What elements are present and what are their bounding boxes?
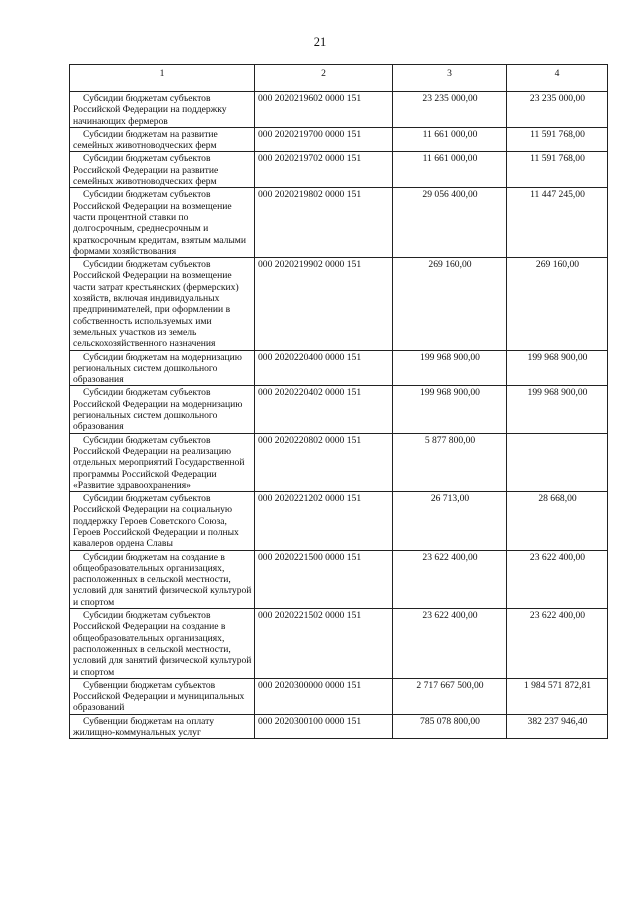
- table-row: [70, 127, 608, 152]
- row-value-col4-cell: 11 591 768,00: [507, 152, 608, 188]
- row-value-col3-cell: 785 078 800,00: [393, 714, 507, 739]
- column-header-2: 2: [255, 65, 393, 92]
- row-name-cell: Субсидии бюджетам субъектов Российской Федерации на социальную поддержку Героев Советского Союза, Героев Российской Федерации и полных кавалеров ордена Славы: [70, 492, 255, 550]
- row-value-col4-cell: [507, 433, 608, 491]
- table-row: [70, 152, 608, 188]
- row-value-col3-cell: 11 661 000,00: [393, 127, 507, 152]
- row-value-col4-cell: 1 984 571 872,81: [507, 678, 608, 714]
- row-value-col4-cell: 23 235 000,00: [507, 92, 608, 128]
- row-code-cell: 000 2020220802 0000 151: [255, 433, 393, 491]
- row-name-cell: Субсидии бюджетам субъектов Российской Федерации на реализацию отдельных мероприятий Государственной программы Российской Федерации «Развитие здравоохранения»: [70, 433, 255, 491]
- row-code-cell: 000 2020220400 0000 151: [255, 350, 393, 386]
- page-number: 21: [313, 35, 327, 49]
- row-value-col3-cell: 11 661 000,00: [393, 152, 507, 188]
- column-header-4: 4: [507, 65, 608, 92]
- row-value-col4-cell: 28 668,00: [507, 492, 608, 550]
- row-code-cell: 000 2020221500 0000 151: [255, 550, 393, 608]
- row-name-cell: Субвенции бюджетам на оплату жилищно-коммунальных услуг: [70, 714, 255, 739]
- row-name-cell: Субсидии бюджетам субъектов Российской Федерации на поддержку начинающих фермеров: [70, 92, 255, 128]
- row-value-col3-cell: 269 160,00: [393, 258, 507, 350]
- row-code-cell: 000 2020219602 0000 151: [255, 92, 393, 128]
- table-row: [70, 92, 608, 128]
- row-value-col4-cell: 199 968 900,00: [507, 350, 608, 386]
- table-row: [70, 386, 608, 433]
- row-name-cell: Субсидии бюджетам субъектов Российской Федерации на модернизацию региональных систем дошкольного образования: [70, 386, 255, 433]
- row-value-col4-cell: 11 447 245,00: [507, 188, 608, 258]
- row-code-cell: 000 2020219902 0000 151: [255, 258, 393, 350]
- row-value-col3-cell: 23 235 000,00: [393, 92, 507, 128]
- row-name-cell: Субсидии бюджетам на модернизацию региональных систем дошкольного образования: [70, 350, 255, 386]
- row-code-cell: 000 2020219802 0000 151: [255, 188, 393, 258]
- row-value-col3-cell: 5 877 800,00: [393, 433, 507, 491]
- row-value-col3-cell: 26 713,00: [393, 492, 507, 550]
- row-code-cell: 000 2020219700 0000 151: [255, 127, 393, 152]
- table-row: [70, 433, 608, 491]
- table-row: [70, 258, 608, 350]
- row-value-col4-cell: 269 160,00: [507, 258, 608, 350]
- row-code-cell: 000 2020300100 0000 151: [255, 714, 393, 739]
- table-row: [70, 188, 608, 258]
- row-value-col4-cell: 382 237 946,40: [507, 714, 608, 739]
- row-code-cell: 000 2020220402 0000 151: [255, 386, 393, 433]
- row-name-cell: Субсидии бюджетам субъектов Российской Федерации на возмещение части затрат крестьянских (фермерских) хозяйств, включая индивидуальных предпринимателей, при оформлении в собственность используемых ими земельных участков из земель сельскохозяйственного назначения: [70, 258, 255, 350]
- row-value-col4-cell: 199 968 900,00: [507, 386, 608, 433]
- row-value-col3-cell: 23 622 400,00: [393, 609, 507, 679]
- row-value-col3-cell: 199 968 900,00: [393, 386, 507, 433]
- table-row: [70, 350, 608, 386]
- table-row: [70, 714, 608, 739]
- table-row: [70, 550, 608, 608]
- column-header-1: 1: [70, 65, 255, 92]
- table-body: [70, 92, 608, 739]
- table-row: [70, 609, 608, 679]
- row-value-col3-cell: 2 717 667 500,00: [393, 678, 507, 714]
- row-name-cell: Субсидии бюджетам на создание в общеобразовательных организациях, расположенных в сельской местности, условий для занятий физической культурой и спортом: [70, 550, 255, 608]
- row-value-col4-cell: 11 591 768,00: [507, 127, 608, 152]
- row-value-col3-cell: 29 056 400,00: [393, 188, 507, 258]
- budget-table: [69, 64, 608, 739]
- row-name-cell: Субсидии бюджетам субъектов Российской Федерации на развитие семейных животноводческих ферм: [70, 152, 255, 188]
- row-name-cell: Субсидии бюджетам субъектов Российской Федерации на создание в общеобразовательных организациях, расположенных в сельской местности, условий для занятий физической культурой и спортом: [70, 609, 255, 679]
- row-name-cell: Субвенции бюджетам субъектов Российской Федерации и муниципальных образований: [70, 678, 255, 714]
- row-code-cell: 000 2020221202 0000 151: [255, 492, 393, 550]
- row-code-cell: 000 2020300000 0000 151: [255, 678, 393, 714]
- row-name-cell: Субсидии бюджетам на развитие семейных животноводческих ферм: [70, 127, 255, 152]
- table-row: [70, 678, 608, 714]
- row-value-col3-cell: 23 622 400,00: [393, 550, 507, 608]
- row-value-col4-cell: 23 622 400,00: [507, 550, 608, 608]
- table-header-row: [70, 65, 608, 92]
- row-name-cell: Субсидии бюджетам субъектов Российской Федерации на возмещение части процентной ставки по долгосрочным, среднесрочным и краткосрочным кредитам, взятым малыми формами хозяйствования: [70, 188, 255, 258]
- table-row: [70, 492, 608, 550]
- row-code-cell: 000 2020221502 0000 151: [255, 609, 393, 679]
- row-value-col4-cell: 23 622 400,00: [507, 609, 608, 679]
- row-value-col3-cell: 199 968 900,00: [393, 350, 507, 386]
- column-header-3: 3: [393, 65, 507, 92]
- row-code-cell: 000 2020219702 0000 151: [255, 152, 393, 188]
